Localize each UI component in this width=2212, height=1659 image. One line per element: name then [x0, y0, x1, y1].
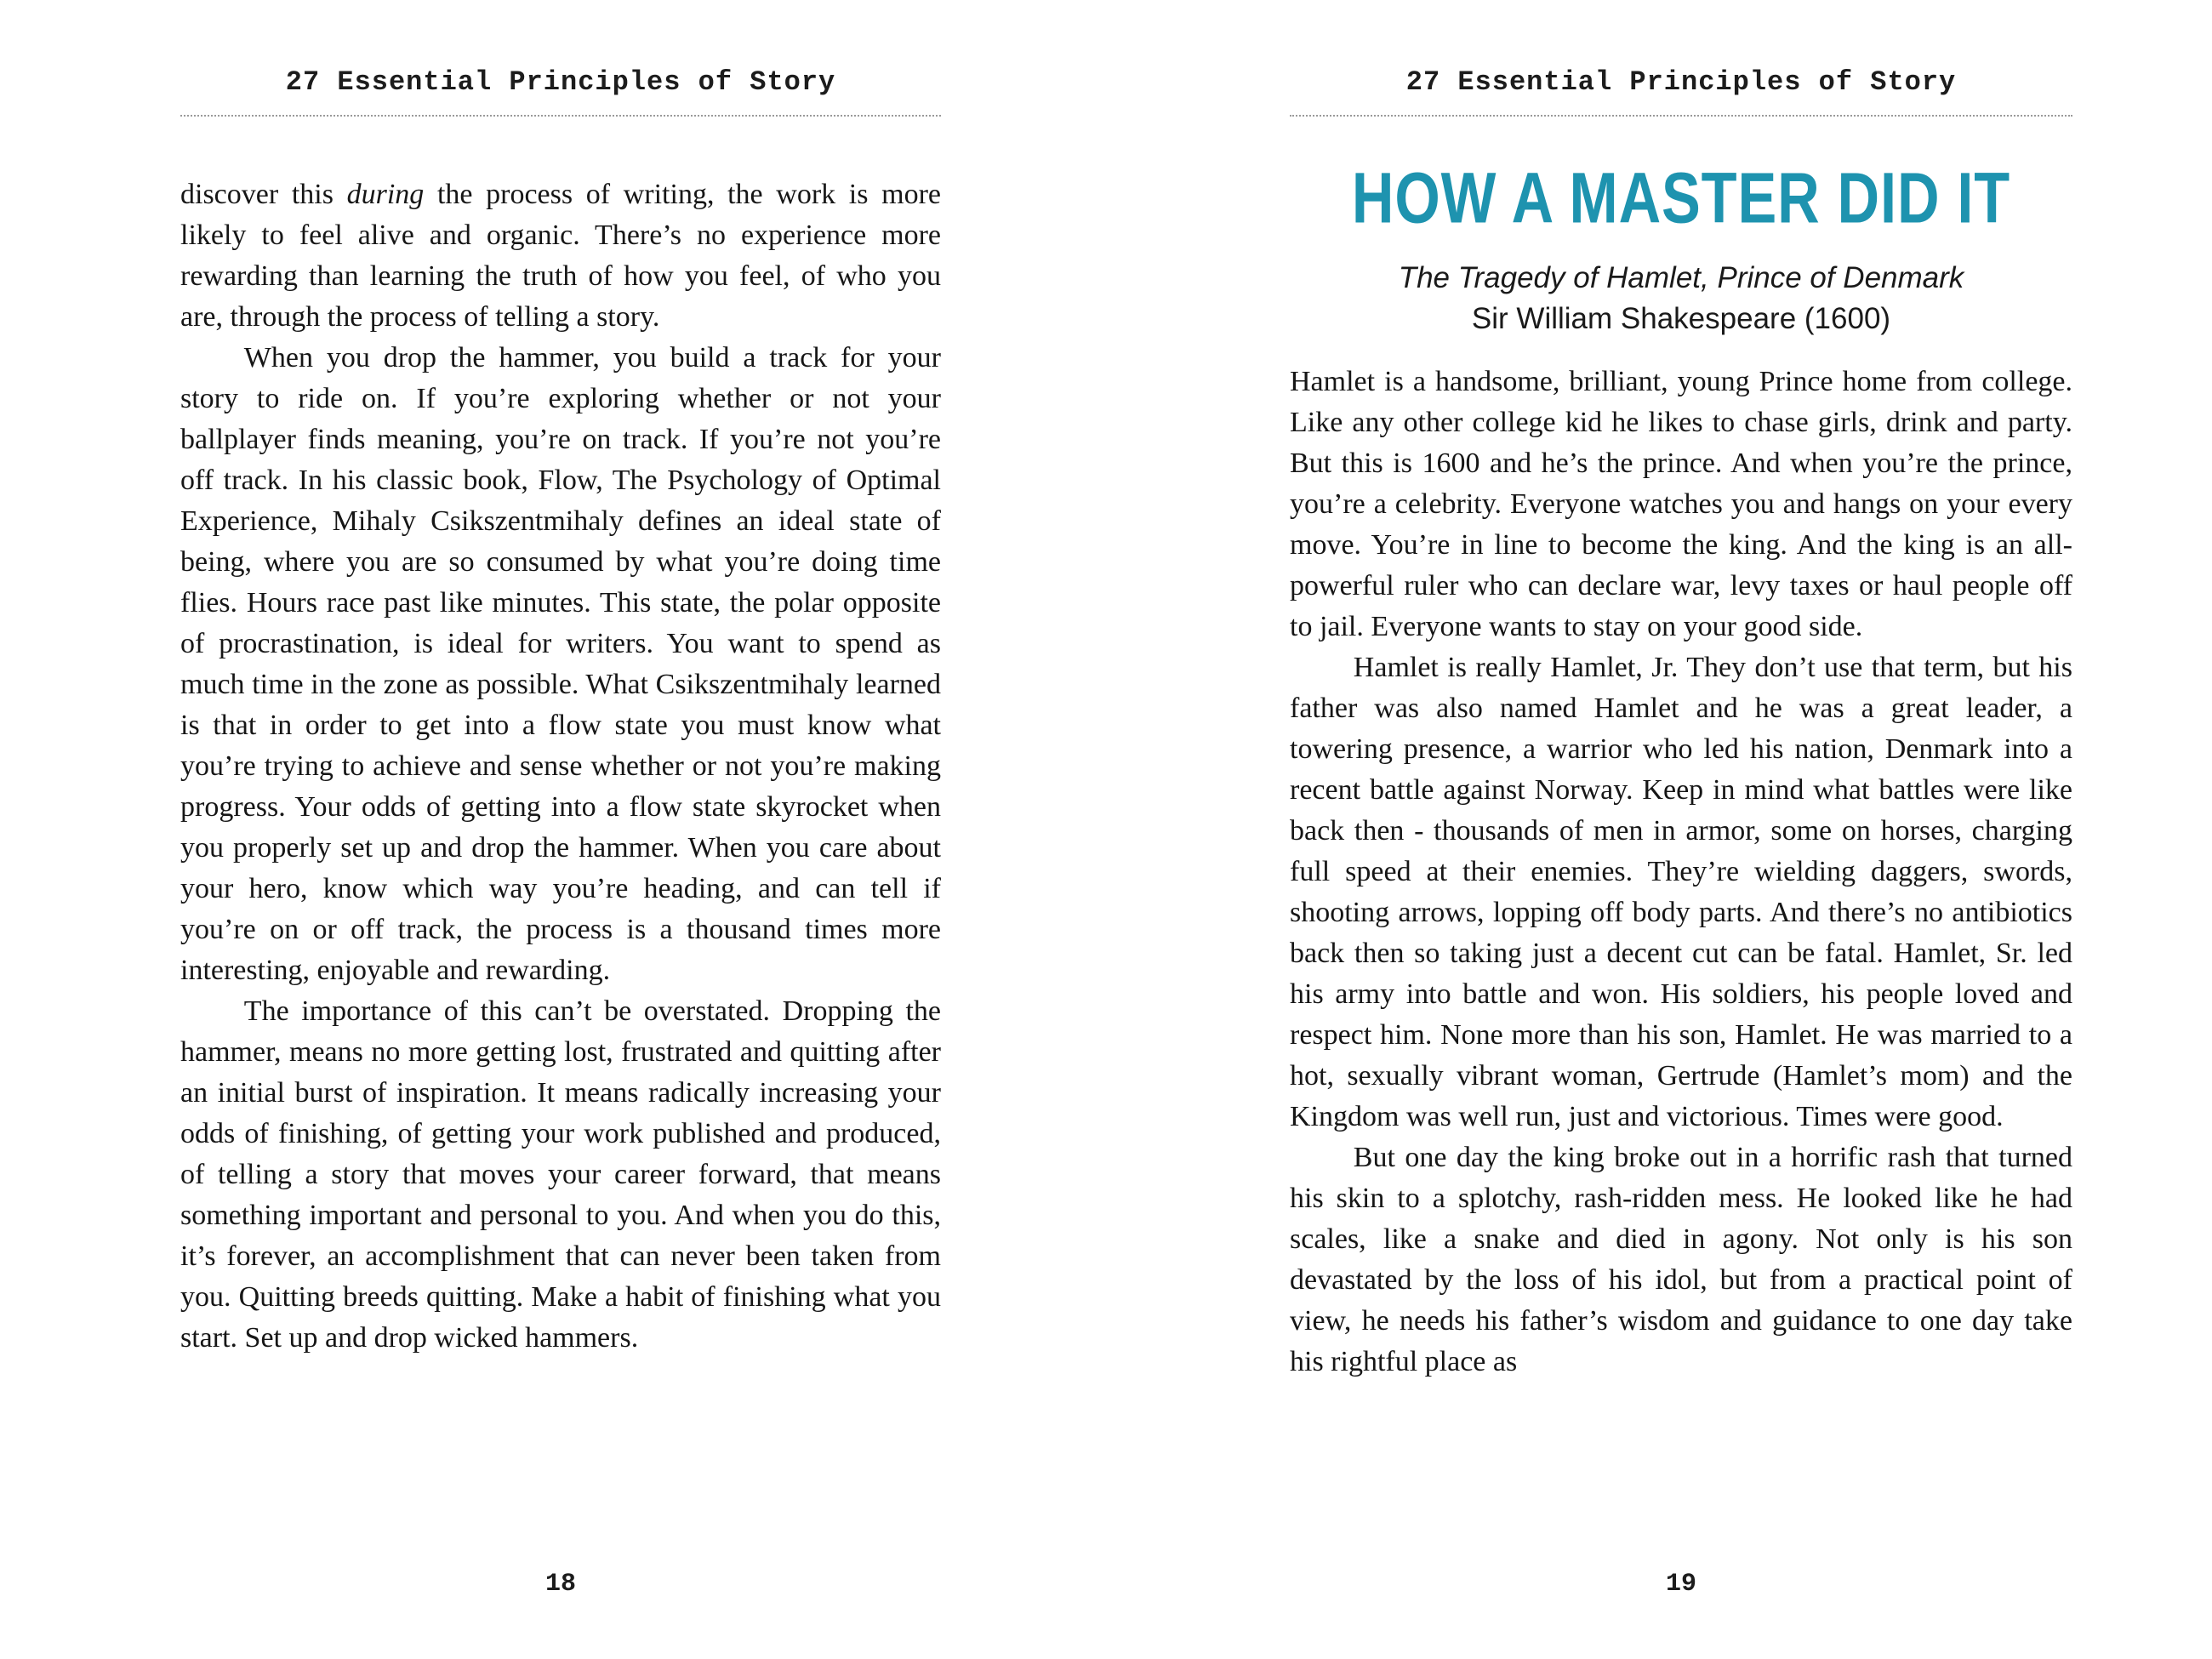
body-paragraph — [180, 174, 941, 338]
body-paragraph: Hamlet is really Hamlet, Jr. They don’t use that term, but his father was also named Hamlet and he was a great leader, a towering presence, a warrior who led his nation, Denmark into a recent battle against Norway. Keep in mind what battles were like back then - thousands of men in armor, some on horses, charging full speed at their enemies. They’re wielding daggers, swords, shooting arrows, lopping off body parts. And there’s no antibiotics back then so taking just a decent cut can be fatal. Hamlet, Sr. led his army into battle and won. His soldiers, his people loved and respect him. None more than his son, Hamlet. He was married to a hot, sexually vibrant woman, Gertrude (Hamlet’s mom) and the Kingdom was well run, just and victorious. Times were good. — [1290, 652, 2072, 1132]
page-number: 19 — [1665, 1570, 1696, 1599]
body-paragraph: Hamlet is a handsome, brilliant, young Prince home from college. Like any other college kid he likes to chase girls, drink and party. But this is 1600 and he’s the prince. And when you’re the prince, you’re a celebrity. Everyone watches you and hangs on your every move. You’re in line to become the king. And the king is an all-powerful ruler who can declare war, levy taxes or haul people off to jail. Everyone wants to stay on your good side. — [1290, 366, 2072, 642]
header-divider — [1290, 115, 2072, 117]
work-author: Sir William Shakespeare (1600) — [1471, 302, 1891, 335]
page-body — [180, 174, 941, 1359]
work-title: The Tragedy of Hamlet, Prince of Denmark — [1398, 261, 1964, 294]
running-header: 27 Essential Principles of Story — [1405, 66, 1957, 98]
paragraph-text: discover this — [180, 179, 347, 210]
page-number: 18 — [544, 1570, 576, 1599]
chapter-subtitle-block — [1290, 258, 2072, 339]
running-header: 27 Essential Principles of Story — [285, 66, 836, 98]
body-paragraph: But one day the king broke out in a horrific rash that turned his skin to a splotchy, rash-ridden mess. He looked like he had scales, like a snake and died in agony. Not only is his son devastated by the loss of his idol, but from a practical point of view, he needs his father’s wisdom and guidance to one day take his rightful place as — [1290, 1142, 2072, 1377]
page-body — [1290, 362, 2072, 1382]
page-left — [180, 0, 941, 1659]
chapter-title: HOW A MASTER DID IT — [1351, 157, 2011, 238]
italic-word: during — [346, 179, 425, 210]
body-paragraph: The importance of this can’t be overstated. Dropping the hammer, means no more getting lost, frustrated and quitting after an initial burst of inspiration. It means radically increasing your odds of finishing, of getting your work published and produced, of telling a story that moves your career forward, that means something important and personal to you. And when you do this, it’s forever, an accomplishment that can never been taken from you. Quitting breeds quitting. Make a habit of finishing what you start. Set up and drop wicked hammers. — [180, 995, 941, 1354]
page-right — [1290, 0, 2072, 1659]
body-paragraph: When you drop the hammer, you build a track for your story to ride on. If you’re exploring whether or not your ballplayer finds meaning, you’re on track. If you’re not you’re off track. In his classic book, Flow, The Psychology of Optimal Experience, Mihaly Csikszentmihaly defines an ideal state of being, where you are so consumed by what you’re doing time flies. Hours race past like minutes. This state, the polar opposite of procrastination, is ideal for writers. You want to spend as much time in the zone as possible. What Csikszentmihaly learned is that in order to get into a flow state you must know what you’re trying to achieve and sense whether or not you’re making progress. Your odds of getting into a flow state skyrocket when you properly set up and drop the hammer. When you care about your hero, know which way you’re heading, and can tell if you’re on or off track, the process is a thousand times more interesting, enjoyable and rewarding. — [180, 342, 941, 986]
paragraph-text: the process of writing, the work is more likely to feel alive and organic. There’s no experience more rewarding than learning the truth of how you feel, of who you are, through the process of telling a story. — [180, 179, 941, 333]
header-divider — [180, 115, 941, 117]
